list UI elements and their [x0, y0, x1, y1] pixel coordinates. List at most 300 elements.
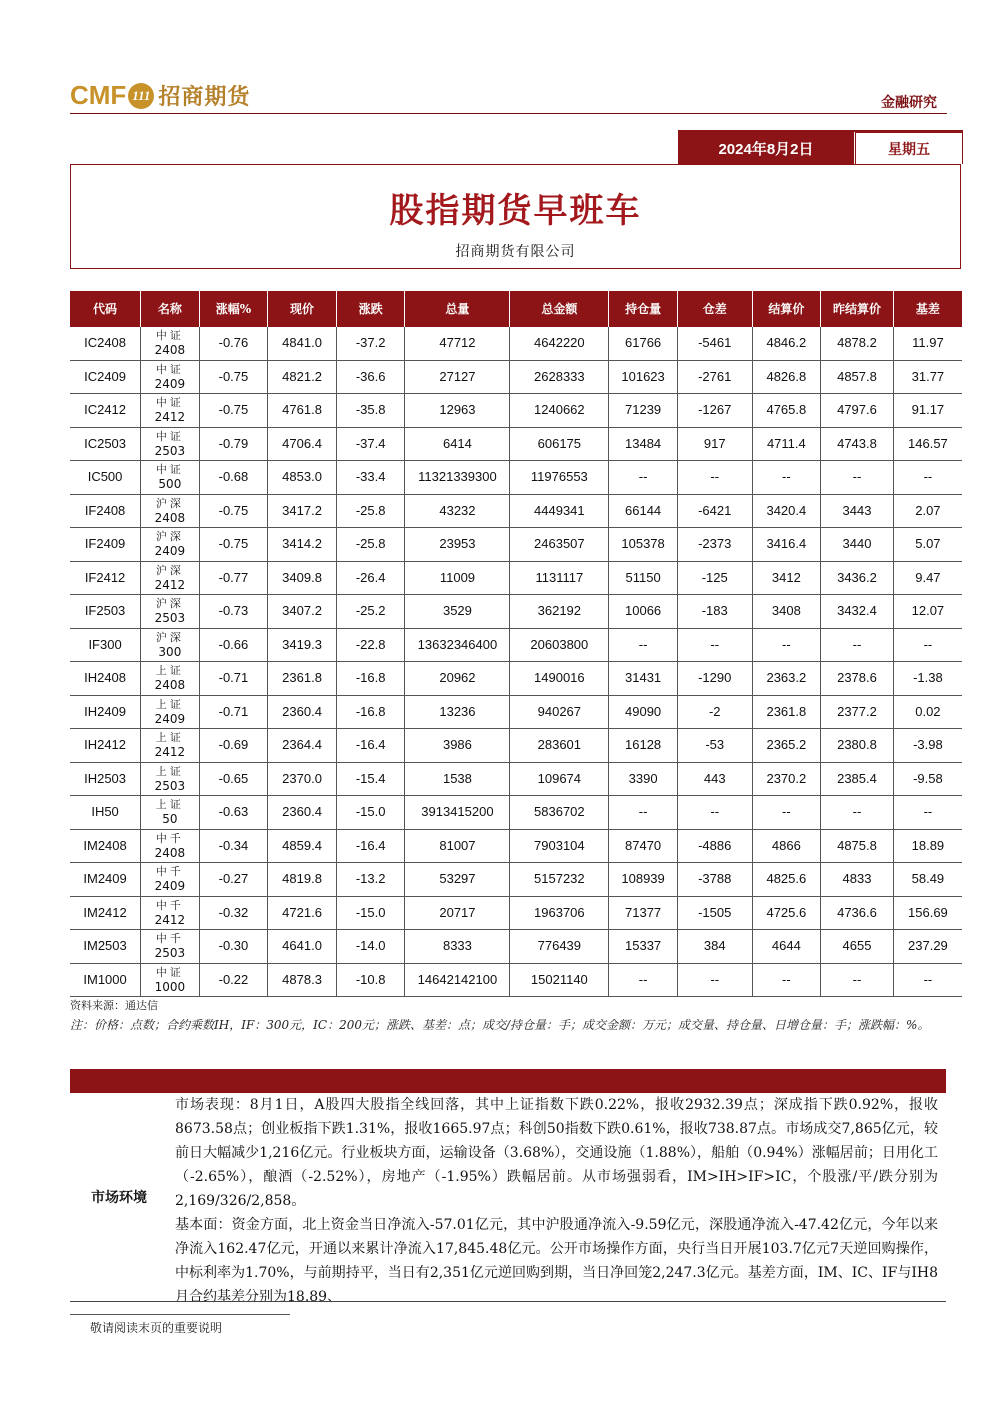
cell-oi-chg: -2761: [677, 360, 752, 394]
cell-name-index: 中证: [155, 429, 184, 443]
table-row: [70, 427, 962, 461]
cell-chg: -26.4: [336, 561, 405, 595]
cell-code: IM2408: [70, 829, 141, 863]
cell-name: [141, 796, 200, 830]
cell-volume: 47712: [405, 327, 510, 360]
cell-name-index: 中证: [155, 329, 184, 343]
cell-amount: 7903104: [510, 829, 609, 863]
cell-volume: 20962: [405, 662, 510, 696]
cell-oi: 31431: [609, 662, 678, 696]
cell-name-index: 沪深: [155, 530, 184, 544]
cell-chg: -37.4: [336, 427, 405, 461]
cell-amount: 362192: [510, 595, 609, 629]
cell-amount: 5836702: [510, 796, 609, 830]
cell-prev-settle: --: [821, 963, 894, 997]
cell-prev-settle: 3432.4: [821, 595, 894, 629]
cell-code: IF2408: [70, 494, 141, 528]
cell-settle: 3408: [752, 595, 821, 629]
cell-price: 4721.6: [268, 896, 337, 930]
cell-oi: --: [609, 963, 678, 997]
cell-name-index: 上证: [155, 764, 184, 778]
cell-name-index: 上证: [155, 798, 184, 812]
cell-oi: 15337: [609, 930, 678, 964]
cell-settle: 3416.4: [752, 528, 821, 562]
logo-brand: CMF: [70, 80, 127, 110]
cell-oi-chg: 917: [677, 427, 752, 461]
table-row: [70, 729, 962, 763]
cell-oi-chg: -125: [677, 561, 752, 595]
cell-settle: 4765.8: [752, 394, 821, 428]
cell-chg-pct: -0.65: [199, 762, 268, 796]
cell-oi-chg: --: [677, 963, 752, 997]
cell-chg-pct: -0.63: [199, 796, 268, 830]
cell-basis: 12.07: [893, 595, 962, 629]
cell-price: 2360.4: [268, 695, 337, 729]
cell-code: IM2503: [70, 930, 141, 964]
table-row: [70, 360, 962, 394]
cell-chg-pct: -0.34: [199, 829, 268, 863]
cell-name: [141, 963, 200, 997]
cell-oi: --: [609, 461, 678, 495]
cell-settle: 2370.2: [752, 762, 821, 796]
cell-name: [141, 327, 200, 360]
table-header-row: [70, 291, 962, 327]
cell-settle: 4644: [752, 930, 821, 964]
cell-settle: 4826.8: [752, 360, 821, 394]
cell-chg: -15.4: [336, 762, 405, 796]
cell-name-month: 2408: [154, 845, 186, 860]
cell-basis: -9.58: [893, 762, 962, 796]
cell-code: IH50: [70, 796, 141, 830]
cell-amount: 1963706: [510, 896, 609, 930]
cell-volume: 13236: [405, 695, 510, 729]
cell-settle: 4866: [752, 829, 821, 863]
cell-price: 3417.2: [268, 494, 337, 528]
cell-basis: 11.97: [893, 327, 962, 360]
cell-oi-chg: 443: [677, 762, 752, 796]
cell-name-index: 中证: [155, 965, 184, 979]
table-row: [70, 963, 962, 997]
cell-prev-settle: 3436.2: [821, 561, 894, 595]
cell-amount: 1131117: [510, 561, 609, 595]
cell-amount: 11976553: [510, 461, 609, 495]
cell-chg: -22.8: [336, 628, 405, 662]
cell-code: IH2408: [70, 662, 141, 696]
cell-name: [141, 628, 200, 662]
column-header: 仓差: [677, 291, 752, 327]
table-row: [70, 595, 962, 629]
cell-chg: -16.8: [336, 695, 405, 729]
market-env-label: 市场环境: [91, 1190, 147, 1206]
cell-oi-chg: -4886: [677, 829, 752, 863]
cell-name-index: 上证: [155, 664, 184, 678]
column-header: 总金额: [510, 291, 609, 327]
cell-chg: -13.2: [336, 863, 405, 897]
cell-chg-pct: -0.73: [199, 595, 268, 629]
cell-prev-settle: 4797.6: [821, 394, 894, 428]
cell-prev-settle: 4875.8: [821, 829, 894, 863]
column-header: 现价: [268, 291, 337, 327]
cell-amount: 283601: [510, 729, 609, 763]
cell-code: IH2412: [70, 729, 141, 763]
cell-prev-settle: --: [821, 796, 894, 830]
table-row: [70, 662, 962, 696]
column-header: 涨跌: [336, 291, 405, 327]
cell-price: 3409.8: [268, 561, 337, 595]
cell-name: [141, 863, 200, 897]
table-row: [70, 394, 962, 428]
cell-prev-settle: 4743.8: [821, 427, 894, 461]
table-row: [70, 896, 962, 930]
cell-basis: 91.17: [893, 394, 962, 428]
cell-code: IM2409: [70, 863, 141, 897]
cell-settle: 2363.2: [752, 662, 821, 696]
table-row: [70, 494, 962, 528]
report-weekday: 星期五: [855, 132, 963, 164]
cell-oi-chg: 384: [677, 930, 752, 964]
table-row: [70, 762, 962, 796]
publisher-name: 招商期货有限公司: [455, 244, 576, 260]
cell-name: [141, 695, 200, 729]
cell-name-month: 2503: [154, 443, 186, 458]
cell-prev-settle: --: [821, 628, 894, 662]
cell-prev-settle: 4736.6: [821, 896, 894, 930]
cell-amount: 2463507: [510, 528, 609, 562]
cell-volume: 12963: [405, 394, 510, 428]
cell-chg: -16.4: [336, 729, 405, 763]
cell-basis: --: [893, 963, 962, 997]
cell-name-index: 上证: [155, 697, 184, 711]
cell-volume: 13632346400: [405, 628, 510, 662]
cell-code: IF2503: [70, 595, 141, 629]
cell-prev-settle: 2377.2: [821, 695, 894, 729]
cell-basis: 237.29: [893, 930, 962, 964]
cell-settle: 2365.2: [752, 729, 821, 763]
cell-name-index: 中千: [155, 865, 184, 879]
cell-prev-settle: 2380.8: [821, 729, 894, 763]
cell-oi-chg: -1267: [677, 394, 752, 428]
cell-oi: 49090: [609, 695, 678, 729]
cell-basis: -3.98: [893, 729, 962, 763]
cell-basis: 2.07: [893, 494, 962, 528]
cell-price: 4878.3: [268, 963, 337, 997]
cell-name-index: 沪深: [155, 597, 184, 611]
cell-volume: 43232: [405, 494, 510, 528]
column-header: 基差: [893, 291, 962, 327]
cell-name: [141, 829, 200, 863]
cell-volume: 81007: [405, 829, 510, 863]
cell-name-month: 2409: [154, 376, 186, 391]
cell-oi: 10066: [609, 595, 678, 629]
report-date: 2024年8月2日: [678, 132, 854, 164]
cell-chg-pct: -0.79: [199, 427, 268, 461]
cell-prev-settle: 3440: [821, 528, 894, 562]
cell-chg: -14.0: [336, 930, 405, 964]
cell-settle: 3412: [752, 561, 821, 595]
cell-amount: 4642220: [510, 327, 609, 360]
cell-settle: 2361.8: [752, 695, 821, 729]
cell-chg-pct: -0.22: [199, 963, 268, 997]
cell-code: IC500: [70, 461, 141, 495]
table-row: [70, 628, 962, 662]
cell-basis: 31.77: [893, 360, 962, 394]
cell-price: 2364.4: [268, 729, 337, 763]
cell-name-month: 2503: [154, 946, 186, 961]
cell-basis: 156.69: [893, 896, 962, 930]
column-header: 持仓量: [609, 291, 678, 327]
cell-chg-pct: -0.66: [199, 628, 268, 662]
cell-settle: --: [752, 628, 821, 662]
cell-settle: 4711.4: [752, 427, 821, 461]
cell-price: 4706.4: [268, 427, 337, 461]
cell-name-index: 沪深: [155, 630, 184, 644]
cell-price: 4821.2: [268, 360, 337, 394]
cell-basis: -1.38: [893, 662, 962, 696]
cell-chg-pct: -0.71: [199, 695, 268, 729]
cell-basis: 5.07: [893, 528, 962, 562]
logo-company-name: 招商期货: [158, 84, 251, 110]
cell-name: [141, 427, 200, 461]
cell-oi-chg: --: [677, 628, 752, 662]
cell-oi: --: [609, 628, 678, 662]
market-performance-paragraph: 市场表现：8月1日，A股四大股指全线回落，其中上证指数下跌0.22%，报收2932.39点；深成指下跌0.92%，报收8673.58点；创业板指下跌1.31%，报收1665.97点；科创50指数下跌0.61%，报收738.87点。市场成交7,865亿元，较前日大幅减少1,216亿元。行业板块方面，运输设备（3.68%），交通设施（1.88%），船舶（0.94%）涨幅居前；日用化工（-2.65%），酿酒（-2.52%），房地产（-1.95%）跌幅居前。从市场强弱看，IM>IH>IF>IC，个股涨/平/跌分别为2,169/326/2,858。: [175, 1097, 938, 1209]
cell-chg-pct: -0.75: [199, 494, 268, 528]
cell-price: 4859.4: [268, 829, 337, 863]
column-header: 结算价: [752, 291, 821, 327]
cell-name-month: 2412: [154, 912, 186, 927]
cell-price: 3414.2: [268, 528, 337, 562]
cell-volume: 6414: [405, 427, 510, 461]
cell-basis: 0.02: [893, 695, 962, 729]
cell-code: IH2503: [70, 762, 141, 796]
cell-chg: -37.2: [336, 327, 405, 360]
cell-prev-settle: 4833: [821, 863, 894, 897]
cell-code: IC2412: [70, 394, 141, 428]
cell-price: 4761.8: [268, 394, 337, 428]
cell-chg-pct: -0.75: [199, 360, 268, 394]
cell-oi: 105378: [609, 528, 678, 562]
cell-code: IF2409: [70, 528, 141, 562]
cell-chg: -15.0: [336, 896, 405, 930]
cell-settle: --: [752, 461, 821, 495]
cell-chg: -25.8: [336, 528, 405, 562]
cell-oi: 3390: [609, 762, 678, 796]
cell-name-month: 2408: [154, 343, 186, 358]
cell-prev-settle: 4857.8: [821, 360, 894, 394]
cell-name-month: 500: [158, 477, 182, 492]
cell-price: 4853.0: [268, 461, 337, 495]
cell-name: [141, 930, 200, 964]
cell-volume: 27127: [405, 360, 510, 394]
logo-mark-icon: 111: [128, 83, 154, 109]
cell-oi: 71239: [609, 394, 678, 428]
cell-name-index: 中千: [155, 898, 184, 912]
cell-chg-pct: -0.71: [199, 662, 268, 696]
cell-code: IC2503: [70, 427, 141, 461]
cell-name: [141, 360, 200, 394]
cell-volume: 3529: [405, 595, 510, 629]
cell-name: [141, 494, 200, 528]
cell-price: 3419.3: [268, 628, 337, 662]
cell-prev-settle: 4655: [821, 930, 894, 964]
cell-chg: -15.0: [336, 796, 405, 830]
cell-price: 2370.0: [268, 762, 337, 796]
cell-chg: -16.4: [336, 829, 405, 863]
cell-amount: 20603800: [510, 628, 609, 662]
page-title: 股指期货早班车: [389, 191, 642, 231]
cell-name-month: 2503: [154, 778, 186, 793]
cell-name-month: 2409: [154, 544, 186, 559]
cell-name-index: 中证: [155, 396, 184, 410]
cell-oi: 13484: [609, 427, 678, 461]
cell-price: 4841.0: [268, 327, 337, 360]
cell-oi: 108939: [609, 863, 678, 897]
cell-volume: 3913415200: [405, 796, 510, 830]
table-row: [70, 695, 962, 729]
cell-chg: -10.8: [336, 963, 405, 997]
cell-oi-chg: -53: [677, 729, 752, 763]
cell-code: IM1000: [70, 963, 141, 997]
cell-basis: 9.47: [893, 561, 962, 595]
cell-name-index: 上证: [155, 731, 184, 745]
cell-amount: 2628333: [510, 360, 609, 394]
cell-chg-pct: -0.32: [199, 896, 268, 930]
cell-price: 4819.8: [268, 863, 337, 897]
section-band: [70, 1069, 946, 1093]
cell-oi-chg: -2: [677, 695, 752, 729]
cell-name-index: 沪深: [155, 496, 184, 510]
cell-oi-chg: -3788: [677, 863, 752, 897]
footer-disclaimer: 敬请阅读末页的重要说明: [90, 1321, 223, 1335]
cell-oi: --: [609, 796, 678, 830]
table-row: [70, 528, 962, 562]
cell-volume: 23953: [405, 528, 510, 562]
futures-quote-table: [70, 291, 962, 997]
market-env-text: [175, 1093, 938, 1309]
cell-amount: 109674: [510, 762, 609, 796]
cell-code: IC2408: [70, 327, 141, 360]
cell-code: IM2412: [70, 896, 141, 930]
cell-oi: 101623: [609, 360, 678, 394]
column-header: 总量: [405, 291, 510, 327]
cell-settle: --: [752, 796, 821, 830]
cell-chg-pct: -0.75: [199, 528, 268, 562]
cell-amount: 4449341: [510, 494, 609, 528]
cell-name: [141, 729, 200, 763]
cell-basis: --: [893, 796, 962, 830]
section-divider: [70, 1301, 946, 1302]
cell-code: IF2412: [70, 561, 141, 595]
cell-chg-pct: -0.76: [199, 327, 268, 360]
cell-chg: -36.6: [336, 360, 405, 394]
cell-name-month: 2409: [154, 879, 186, 894]
cell-basis: 146.57: [893, 427, 962, 461]
cell-oi-chg: -6421: [677, 494, 752, 528]
cell-name: [141, 394, 200, 428]
cell-prev-settle: 3443: [821, 494, 894, 528]
cell-oi: 87470: [609, 829, 678, 863]
cell-oi-chg: --: [677, 461, 752, 495]
cell-basis: 18.89: [893, 829, 962, 863]
cell-chg: -25.8: [336, 494, 405, 528]
cell-oi-chg: -5461: [677, 327, 752, 360]
cell-price: 3407.2: [268, 595, 337, 629]
column-header: 名称: [141, 291, 200, 327]
cell-amount: 776439: [510, 930, 609, 964]
cell-name-index: 中千: [155, 932, 184, 946]
cell-name-month: 2412: [154, 745, 186, 760]
cell-chg: -25.2: [336, 595, 405, 629]
cell-amount: 1490016: [510, 662, 609, 696]
cell-name: [141, 762, 200, 796]
cell-oi: 51150: [609, 561, 678, 595]
data-source: 资料来源：通达信: [70, 999, 158, 1012]
cell-oi: 71377: [609, 896, 678, 930]
cell-name-index: 中证: [155, 362, 184, 376]
cell-amount: 15021140: [510, 963, 609, 997]
cell-name: [141, 595, 200, 629]
cell-amount: 5157232: [510, 863, 609, 897]
cell-settle: --: [752, 963, 821, 997]
cell-amount: 606175: [510, 427, 609, 461]
column-header: 涨幅%: [199, 291, 268, 327]
cell-settle: 3420.4: [752, 494, 821, 528]
cell-name: [141, 662, 200, 696]
column-header: 昨结算价: [821, 291, 894, 327]
cell-price: 4641.0: [268, 930, 337, 964]
cell-oi: 16128: [609, 729, 678, 763]
cell-chg-pct: -0.77: [199, 561, 268, 595]
cell-volume: 3986: [405, 729, 510, 763]
cell-oi: 61766: [609, 327, 678, 360]
company-logo: [70, 80, 250, 111]
cell-amount: 1240662: [510, 394, 609, 428]
cell-price: 2361.8: [268, 662, 337, 696]
cell-price: 2360.4: [268, 796, 337, 830]
cell-settle: 4825.6: [752, 863, 821, 897]
cell-amount: 940267: [510, 695, 609, 729]
cell-volume: 11009: [405, 561, 510, 595]
cell-settle: 4846.2: [752, 327, 821, 360]
cell-name-month: 300: [158, 644, 182, 659]
cell-prev-settle: --: [821, 461, 894, 495]
cell-chg-pct: -0.75: [199, 394, 268, 428]
cell-chg: -35.8: [336, 394, 405, 428]
cell-chg-pct: -0.27: [199, 863, 268, 897]
title-panel: [70, 164, 961, 269]
cell-name-month: 1000: [154, 979, 186, 994]
cell-code: IC2409: [70, 360, 141, 394]
cell-chg-pct: -0.69: [199, 729, 268, 763]
table-row: [70, 796, 962, 830]
cell-name-index: 中千: [155, 831, 184, 845]
cell-settle: 4725.6: [752, 896, 821, 930]
table-note: 注：价格：点数；合约乘数IH，IF：300元，IC：200元；涨跌、基差：点；成交/持仓量：手；成交金额：万元；成交量、持仓量、日增仓量：手；涨跌幅：%。: [70, 1018, 930, 1032]
cell-name: [141, 896, 200, 930]
cell-prev-settle: 4878.2: [821, 327, 894, 360]
table-row: [70, 863, 962, 897]
cell-name-month: 50: [162, 812, 178, 827]
fundamentals-paragraph: 基本面：资金方面，北上资金当日净流入-57.01亿元，其中沪股通净流入-9.59亿元，深股通净流入-47.42亿元，今年以来净流入162.47亿元，开通以来累计净流入17,845.48亿元。公开市场操作方面，央行当日开展103.7亿元7天逆回购操作，中标利率为1.70%，与前期持平，当日有2,351亿元逆回购到期，当日净回笼2,247.3亿元。基差方面，IM、IC、IF与IH8月合约基差分别为18.89、: [175, 1217, 938, 1305]
section-label: 金融研究: [881, 95, 937, 111]
cell-name-month: 2412: [154, 577, 186, 592]
table-row: [70, 327, 962, 360]
cell-name: [141, 461, 200, 495]
cell-chg-pct: -0.30: [199, 930, 268, 964]
cell-oi-chg: -183: [677, 595, 752, 629]
cell-prev-settle: 2378.6: [821, 662, 894, 696]
cell-name-index: 中证: [155, 463, 184, 477]
